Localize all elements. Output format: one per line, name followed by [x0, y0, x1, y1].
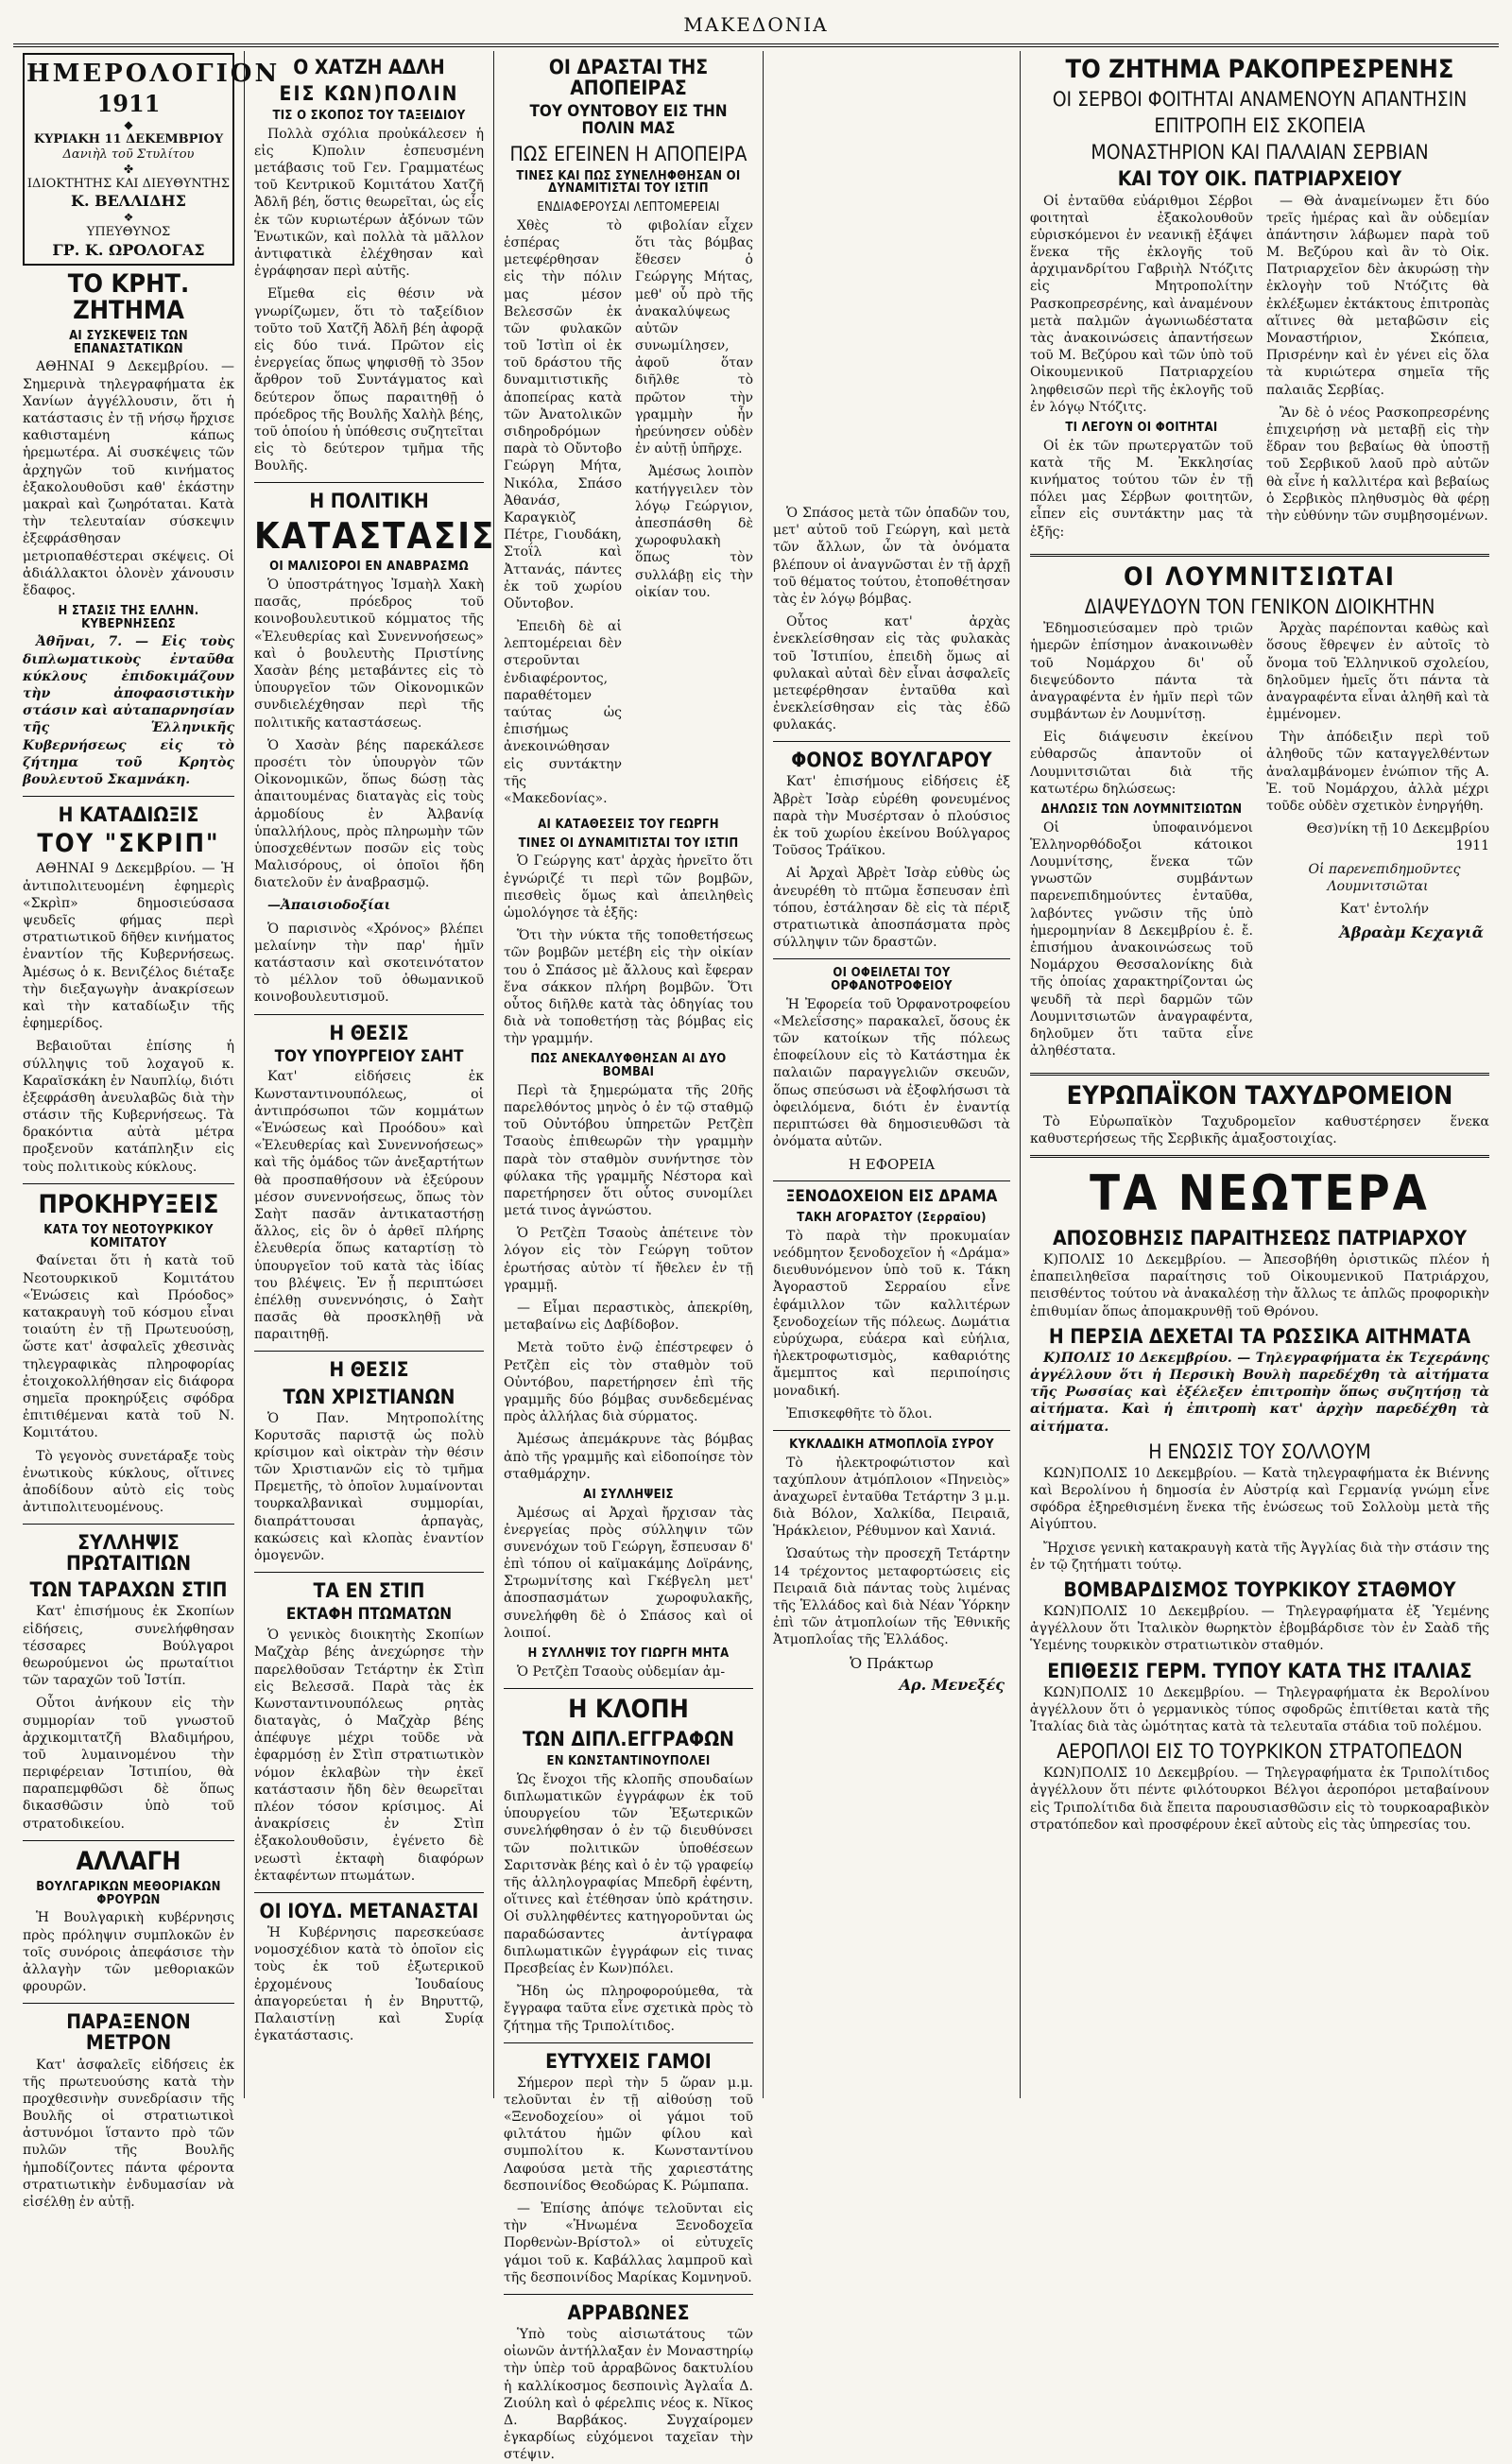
- calendar-saint: Δανιὴλ τοῦ Στυλίτου: [62, 146, 195, 162]
- headline: ΤΩΝ ΤΑΡΑΧΩΝ ΣΤΙΠ: [29, 1578, 228, 1602]
- article-paragraph: Κατ' εἰδήσεις ἐκ Κωνσταντινουπόλεως, οἱ ἀντιπρόσωποι τῶν κομμάτων «Ἑνώσεως καὶ Προόδου» καὶ «Ἐλευθερίας καὶ Συνεννοήσεως» καὶ τῆς ὁμάδος τῶν ἀνεξαρτήτων θὰ προσπαθήσουν νὰ ἐξεύρουν μέσον συνεννοήσεως, ὅπως τὸν Σαὴτ πασᾶν ἀντικαταστήσῃ ἄλλος, εἰς ὃν ὁ ἀρθεῖ πλήρης ἐλευθερία ὅπως καταρτίσῃ τὸ ὑπουργεῖον τοῦ κατὰ τὰς ἰδίας του βλέψεις. Ἐν ᾗ περιπτώσει ἐπέλθῃ συνεννόησις, ὁ Σαὴτ πασᾶς θὰ προσκληθῇ νὰ παραιτηθῇ.: [254, 1069, 484, 1343]
- newspaper-title: ΜΑΚΕΔΟΝΙΑ: [683, 13, 829, 36]
- mandate-label: Κατ' ἐντολήν: [1340, 901, 1429, 917]
- signature: Ἀβραὰμ Κεχαγιᾶ: [1339, 923, 1484, 942]
- subheadline: ΔΙΑΨΕΥΔΟΥΝ ΤΟΝ ΓΕΝΙΚΟΝ ΔΙΟΙΚΗΤΗΝ: [1084, 595, 1435, 619]
- subheadline: ΤΙΣ Ο ΣΚΟΠΟΣ ΤΟΥ ΤΑΞΕΙΔΙΟΥ: [272, 109, 466, 124]
- two-column-block: [1030, 620, 1489, 1065]
- article-paragraph: Φαίνεται ὅτι ἡ κατὰ τοῦ Νεοτουρκικοῦ Κομιτάτου «Ἑνώσεις καὶ Πρόοδος» κατακραυγὴ τοῦ κόσμου εἶναι τοιαύτη ἐν τῇ Πρωτευούσῃ, ὥστε κατ' ἀσφαλεῖς χθεσινὰς τηλεγραφικὰς πληροφορίας ἐτοιχοκολλήθησαν εἰς διάφορα σημεῖα προκηρύξεις σφόδρα ἐπιτιθέμεναι κατὰ τοῦ Ν. Κομιτάτου.: [23, 1253, 234, 1441]
- divider: [773, 958, 1010, 959]
- column-4: [764, 51, 1021, 2098]
- subcolumn-left: [1030, 620, 1253, 1065]
- article-paragraph: Ὁ Παν. Μητροπολίτης Κορυτσᾶς παριστᾷ ὡς πολὺ κρίσιμον καὶ οἰκτρὰν τὴν θέσιν τῶν Χριστιανῶν εἰς τὸ τμῆμα Πρεμετῆς, τὸ ὁποῖον λυμαίνονται τουρκαλβανικαὶ συμμορίαι, διαπράττουσαι ἁρπαγὰς, κακώσεις καὶ κλοπὰς ἐναντίον ὁμογενῶν.: [254, 1410, 484, 1564]
- ornament-icon: ◆: [124, 117, 133, 131]
- divider: [1030, 1155, 1489, 1158]
- article-paragraph: Μετὰ τοῦτο ἐνῷ ἐπέστρεφεν ὁ Ρετζὲπ εἰς τὸν σταθμὸν τοῦ Οὐντόβου, παρετήρησεν ἐπὶ τῆς γραμμῆς δύο βόμβας συνδεδεμένας πρὸς ἀλλήλας διὰ σύρματος.: [504, 1340, 753, 1425]
- article-paragraph: Ὁ παρισινὸς «Χρόνος» βλέπει μελαίνην τὴν παρ' ἡμῖν κατάστασιν καὶ σκοτεινότατον τὸ μέλλον τοῦ ὀθωμανικοῦ κοινοβουλευτισμοῦ.: [254, 921, 484, 1006]
- dateline: Θεσ)νίκη τῇ 10 Δεκεμβρίου 1911: [1306, 821, 1489, 854]
- article-paragraph: ΑΘΗΝΑΙ 9 Δεκεμβρίου. — Ἡ ἀντιπολιτευομένη ἐφημερὶς «Σκρὶπ» δημοσιεύσασα ψευδεῖς φήμας περὶ στρατιωτικοῦ δῆθεν κινήματος ἐναντίον τῆς Κυβερνήσεως. Ἀμέσως ὁ κ. Βενιζέλος διέταξε τὴν διεξαγωγὴν ἀνακρίσεων καὶ τὴν καταδίωξιν τῆς ἐφημερίδος.: [23, 861, 234, 1032]
- headline: ΠΑΡΑΞΕΝΟΝ ΜΕΤΡΟΝ: [66, 2010, 191, 2055]
- headline: ΕΥΡΩΠΑΪΚΟΝ ΤΑΧΥΔΡΟΜΕΙΟΝ: [1066, 1081, 1453, 1111]
- article-paragraph: Κατ' ἀσφαλεῖς εἰδήσεις ἐκ τῆς πρωτευούσης κατὰ τὴν προχθεσινὴν συνεδρίασιν τῆς Βουλῆς οἱ στρατιωτικοὶ ἀστυνόμοι ἵσταντο πρὸ τῶν πυλῶν τῆς Βουλῆς ἡμποδίζοντες πάντα φέροντα στρατιωτικὴν ἐνδυμασίαν νὰ εἰσέλθῃ ἐν αὐτῇ.: [23, 2057, 234, 2210]
- divider: [254, 482, 484, 483]
- article-paragraph: Κατ' ἐπισήμους ἐκ Σκοπίων εἰδήσεις, συνελήφθησαν τέσσαρες Βούλγαροι θεωρούμενοι ὡς πρωταίτιοι τῶν ταραχῶν τοῦ Ἰστίπ.: [23, 1604, 234, 1689]
- article-paragraph: —Ἀπαισιοδοξίαι: [267, 898, 391, 914]
- article-paragraph: ΚΩΝ)ΠΟΛΙΣ 10 Δεκεμβρίου. — Τηλεγραφήματα ἐκ Τριπολίτιδος ἀγγέλλουν ὅτι πέντε φιλότουρκοι Βέλγοι ἀεροπόροι μεταβαίνουν εἰς Τριπολίτιδα διὰ ἔπειτα παρουσιασθῶσιν εἰς τὸ τουρκοαραβικὸν στρατόπεδον καὶ προσφέρουν ἐκεῖ αὐτοὺς εἰς τὰς ὑπηρεσίας του.: [1030, 1766, 1489, 1833]
- subheadline: ΤΙ ΛΕΓΟΥΝ ΟΙ ΦΟΙΤΗΤΑΙ: [1065, 420, 1218, 435]
- subheadline: ΤΑΚΗ ΑΓΟΡΑΣΤΟΥ (Σερραῖου): [797, 1211, 987, 1226]
- article-paragraph: Βεβαιοῦται ἐπίσης ἡ σύλληψις τοῦ λοχαγοῦ κ. Καραϊσκάκη ἐν Ναυπλίῳ, διότι ἐξεφράσθη ἀνευλαβῶς διὰ τὴν στάσιν τῆς Κυβερνήσεως. Τὰ δρακόντια αὐτὰ μέτρα προξενοῦν κατάπληξιν εἰς τοὺς πολιτικοὺς κύκλους.: [23, 1039, 234, 1175]
- headline: Η ΠΕΡΣΙΑ ΔΕΧΕΤΑΙ ΤΑ ΡΩΣΣΙΚΑ ΑΙΤΗΜΑΤΑ: [1048, 1324, 1471, 1348]
- article-paragraph: Ὁ ὑποστράτηγος Ἰσμαὴλ Χακὴ πασᾶς, πρόεδρος τοῦ κοινοβουλευτικοῦ κόμματος τῆς «Ἐλευθερίας καὶ Συνεννοήσεως» καὶ ὁ βουλευτὴς Πριστίνης Χασὰν βέης μεταβάντες εἰς τὸ ὑπουργεῖον τῶν Οἰκονομικῶν συνδιελέχθησαν περὶ τῆς πολιτικῆς καταστάσεως.: [254, 577, 484, 731]
- article-paragraph: ΚΩΝ)ΠΟΛΙΣ 10 Δεκεμβρίου. — Τηλεγραφήματα ἐξ Ὑεμένης ἀγγέλλουν ὅτι Ἰταλικὸν θωρηκτὸν ἐβομβάρδισε τὸν ἐν Σαὰδ τῆς Ὑεμένης τουρκικὸν στρατιωτικὸν σταθμόν.: [1030, 1603, 1489, 1654]
- headline: ΟΙ ΔΡΑΣΤΑΙ ΤΗΣ ΑΠΟΠΕΙΡΑΣ: [548, 56, 709, 100]
- column-2: [245, 51, 494, 2098]
- headline: ΑΡΡΑΒΩΝΕΣ: [567, 2300, 690, 2324]
- divider: [1030, 554, 1489, 557]
- article-paragraph: Κατ' ἐπισήμους εἰδήσεις ἐξ Ἀβρὲτ Ἰσὰρ εὑρέθη φονευμένος παρὰ τὴν Μυσέρτσαν ὁ πλούσιος ἐκ τοῦ χωρίου ἐκείνου Βούλγαρος Τοῦσος Τράϊκου.: [773, 774, 1010, 859]
- article-paragraph: Οἱ ὑποφαινόμενοι Ἑλληνορθόδοξοι κάτοικοι Λουμνίτσης, ἕνεκα τῶν γνωστῶν συμβάντων παρενεπιδημούντες ἐνταῦθα, λαβόντες γνῶσιν τῆς ὑπὸ ἡμερομηνίαν 8 Δεκεμβρίου ἐ. ἔ. ἐπισήμου ἀνακοινώσεως τοῦ Νομάρχου Θεσσαλονίκης διὰ τῆς ὁποίας χαρακτηρίζονται ὡς ψευδῆ τὰ περὶ δαρμῶν τῶν Λουμνιτσιωτῶν ἀναγραφέντα, δηλοῦμεν ὅτι ταῦτα εἶνε ἀληθέστατα.: [1030, 819, 1253, 1060]
- headline: ΒΟΜΒΑΡΔΙΣΜΟΣ ΤΟΥΡΚΙΚΟΥ ΣΤΑΘΜΟΥ: [1063, 1577, 1456, 1601]
- section-title: ΤΑ ΝΕΩΤΕΡΑ: [1090, 1164, 1430, 1222]
- subheadline: ΚΑΙ ΤΟΥ ΟΙΚ. ΠΑΤΡΙΑΡΧΕΙΟΥ: [1117, 167, 1402, 191]
- article-paragraph: Ὁ Χασὰν βέης παρεκάλεσε προσέτι τὸν ὑπουργὸν τῶν Οἰκονομικῶν, ὅπως δώσῃ τὰς ἀπαιτουμένας διαταγὰς εἰς τοὺς ἁρμοδίους ἐν Ἀλβανίᾳ ὑπαλλήλους, πρὸς πληρωμὴν τῶν ὑποσχεθέντων ποσῶν εἰς τοὺς Μαλισόρους, οἱ ὁποῖοι ἤδη διατελοῦν ἐν ἀναβρασμῷ.: [254, 737, 484, 891]
- subheadline: ΠΩΣ ΑΝΕΚΑΛΥΦΘΗΣΑΝ ΑΙ ΔΥΟ ΒΟΜΒΑΙ: [530, 1052, 727, 1080]
- article-paragraph: Ἐπειδὴ δὲ αἱ λεπτομέρειαι δὲν στεροῦνται ἐνδιαφέροντος, παραθέτομεν ταύτας ὡς ἐπισήμως ἀνεκοινώθησαν εἰς συντάκτην τῆς «Μακεδονίας».: [504, 619, 622, 806]
- subheadline: ΤΙΝΕΣ ΟΙ ΔΥΝΑΜΙΤΙΣΤΑΙ ΤΟΥ ΙΣΤΙΠ: [518, 836, 739, 851]
- calendar-box: [23, 53, 281, 266]
- article-paragraph: — Θὰ ἀναμείνωμεν ἔτι δύο τρεῖς ἡμέρας καὶ ἂν οὐδεμίαν ἀπάντησιν λάβωμεν παρὰ τοῦ Μ. Βεζύρου καὶ ἂν τὸ Οἰκ. Πατριαρχεῖον δὲν ἀκυρώσῃ τὴν ἐκλογὴν τοῦ Ντόζιτς θὰ ἐκλέξωμεν ἐκτάκτους ἐπιτροπὰς αἵτινες θὰ μεταβῶσιν εἰς Μοναστήριον, Σκόπεια, Πρισρένην καὶ ἐν γένει εἰς ὅλα τὰ κυριώτερα σημεῖα τῆς παλαιᾶς Σερβίας.: [1266, 193, 1489, 398]
- headline: ΑΕΡΟΠΛΟΙ ΕΙΣ ΤΟ ΤΟΥΡΚΙΚΟΝ ΣΤΡΑΤΟΠΕΔΟΝ: [1057, 1740, 1463, 1764]
- subheadline: ΞΕΝΟΔΟΧΕΙΟΝ ΕΙΣ ΔΡΑΜΑ: [785, 1187, 998, 1207]
- divider: [254, 1014, 484, 1015]
- article-paragraph: Ὅτι τὴν νύκτα τῆς τοποθετήσεως τῶν βομβῶν μετέβη εἰς τὴν οἰκίαν του ὁ Σπάσος μὲ ἄλλους καὶ ἔφεραν ἕνα σάκκον πλήρη βομβῶν. Ὅτι οὗτος διῆλθε κατὰ τὰς ὁδηγίας του διὰ νὰ τοποθετήσῃ τὰς βόμβας εἰς τὴν γραμμήν.: [504, 928, 753, 1047]
- column-1: [13, 51, 281, 2210]
- calendar-year: 1911: [96, 89, 161, 117]
- subcolumn-right: [1266, 193, 1489, 546]
- article-paragraph: Ὡσαύτως τὴν προσεχῆ Τετάρτην 14 τρέχοντος μεταφορτώσεις εἰς Πειραιᾶ διὰ πάντας τοὺς λιμένας τῆς Ἑλλάδος καὶ διὰ Νέαν Ὑόρκην ἐπὶ τῶν ἀτμοπλοίων τῆς Ἐθνικῆς Ἀτμοπλοΐας τῆς Ἑλλάδος.: [773, 1546, 1010, 1648]
- article-paragraph: Ἤρχισε γενικὴ κατακραυγὴ κατὰ τῆς Ἀγγλίας διὰ τὴν στάσιν της ἐν τῷ ζητήματι τούτῳ.: [1030, 1540, 1489, 1573]
- headline: ΕΚΤΑΦΗ ΠΤΩΜΑΤΩΝ: [285, 1605, 453, 1625]
- article-paragraph: Εἰς διάψευσιν ἐκείνου εὐθαρσῶς ἀπαντοῦν οἱ Λουμνιτσιῶται διὰ τῆς κατωτέρω δηλώσεως:: [1030, 730, 1253, 797]
- article-paragraph: Ὡς ἔνοχοι τῆς κλοπῆς σπουδαίων διπλωματικῶν ἐγγράφων ἐκ τοῦ ὑπουργείου τῶν Ἐξωτερικῶν συνελήφθησαν ὁ ἐν τῷ διευθύνσει τῶν πολιτικῶν ὑποθέσεων Σαριτσνὰκ βέης καὶ ὁ ἐν τῷ γραφείῳ τῆς ἀλληλογραφίας Μπεδρῆ ἐφέντη, οἵτινες καὶ ἐτέθησαν ὑπὸ κράτησιν. Οἱ συλληφθέντες κατηγοροῦνται ὡς παραδώσαντες ἀντίγραφα διπλωματικῶν ἐγγράφων εἰς τινας Πρεσβείας ἐν Κων)πόλει.: [504, 1771, 753, 1976]
- article-paragraph: Ἀμέσως λοιπὸν κατήγγειλεν τὸν λόγῳ Γεώργιον, ἀπεσπάσθη δὲ χωροφυλακὴ ὅπως τὸν συλλάβῃ εἰς τὴν οἰκίαν του.: [635, 464, 753, 600]
- subheadline: ΑΙ ΚΑΤΑΘΕΣΕΙΣ ΤΟΥ ΓΕΩΡΓΗ: [538, 818, 719, 833]
- columns: [13, 51, 1499, 2463]
- subcolumn-right: [1266, 620, 1489, 1065]
- subcolumn-left: [504, 217, 622, 813]
- divider: [773, 1180, 1010, 1181]
- headline: ΠΡΟΚΗΡΥΞΕΙΣ: [38, 1189, 219, 1219]
- subheadline: Η ΣΥΛΛΗΨΙΣ ΤΟΥ ΓΙΩΡΓΗ ΜΗΤΑ: [527, 1646, 730, 1662]
- subheadline: ΟΙ ΜΑΛΙΣΟΡΟΙ ΕΝ ΑΝΑΒΡΑΣΜΩ: [269, 560, 469, 575]
- headline: ΕΥΤΥΧΕΙΣ ΓΑΜΟΙ: [545, 2049, 712, 2073]
- article-paragraph: Τὸ γεγονὸς συνετάραξε τοὺς ἐνωτικοὺς κύκλους, οἵτινες ἀποδίδουν αὐτὸ εἰς τοὺς ἀντιπολιτευομένους.: [23, 1448, 234, 1516]
- article-paragraph: φιβολίαν εἶχεν ὅτι τὰς βόμβας ἔθεσεν ὁ Γεώργης Μήτας, μεθ' οὗ πρὸ τῆς ἀνακαλύψεως αὐτῶν συνωμίλησεν, ἀφοῦ ὅταν διῆλθε τὸ πρῶτον τὴν γραμμὴν ἦν ἠρεύνησεν οὐδὲν ἐν αὐτῇ ὑπῆρχε.: [635, 217, 753, 457]
- subheadline: ΕΠΙΤΡΟΠΗ ΕΙΣ ΣΚΟΠΕΙΑ: [1154, 114, 1366, 138]
- article-paragraph: Οἱ ἐκ τῶν πρωτεργατῶν τοῦ κατὰ τῆς Μ. Ἐκκλησίας κινήματος τούτου τῶν ἐν τῇ πόλει μας Σέρβων φοιτητῶν, εἶπεν εἰς συντάκτην μας τὰ ἑξῆς:: [1030, 438, 1253, 540]
- article-paragraph: Χθὲς τὸ ἑσπέρας μετεφέρθησαν εἰς τὴν πόλιν μας μέσον Βελεσσῶν ἐκ τῶν φυλακῶν τοῦ Ἰστὶπ οἱ ἐκ τοῦ δράστου τῆς δυναμιτιστικῆς ἀποπείρας κατὰ τῶν Ἀνατολικῶν σιδηροδρόμων παρὰ τὸ Οὔντοβο Γεώργη Μήτα, Νικόλα, Σπάσο Ἀθανάσ, Καραγκιὸζ Πέτρε, Γιουδάκη, Στοΐλ καὶ Ἀττανάς, πάντες ἐκ τοῦ χωρίου Οὔντοβον.: [504, 217, 622, 612]
- headline: ΤΟΥ "ΣΚΡΙΠ": [37, 829, 220, 859]
- headline: Ο ΧΑΤΖΗ ΑΔΛΗ: [293, 56, 445, 78]
- headline: ΕΠΙΘΕΣΙΣ ΓΕΡΜ. ΤΥΠΟΥ ΚΑΤΑ ΤΗΣ ΙΤΑΛΙΑΣ: [1047, 1659, 1472, 1682]
- headline: ΤΟΥ ΟΥΝΤΟΒΟΥ ΕΙΣ ΤΗΝ ΠΟΛΙΝ ΜΑΣ: [529, 102, 728, 138]
- headline: ΠΩΣ ΕΓΕΙΝΕΝ Η ΑΠΟΠΕΙΡΑ: [509, 142, 747, 165]
- divider: [773, 1430, 1010, 1431]
- calendar-title: ΗΜΕΡΟΛΟΓΙΟΝ: [26, 60, 281, 88]
- article-paragraph: Ἡ Κυβέρνησις παρεσκεύασε νομοσχέδιον κατὰ τὸ ὁποῖον εἰς τοὺς ἐκ τοῦ ἐξωτερικοῦ ἐρχομένους Ἰουδαίους ἀπαγορεύεται ἡ ἐν Βηρυττῷ, Παλαιστίνῃ καὶ Συρίᾳ ἐγκατάστασις.: [254, 1924, 484, 2044]
- divider: [23, 2003, 234, 2004]
- two-column-block: [504, 217, 753, 813]
- column-3: [494, 51, 764, 2463]
- article-paragraph: Εἴμεθα εἰς θέσιν νὰ γνωρίζωμεν, ὅτι τὸ ταξείδιον τοῦτο τοῦ Χατζῆ Ἀδλῆ βέη ἀφορᾷ εἰς δύο τινά. Πρῶτον εἰς ἐνεργείας ὅπως ψηφισθῇ τὸ 35ον ἄρθρον τοῦ Συντάγματος καὶ δεύτερον ὅπως παραιτηθῇ ὁ πρόεδρος τῆς Βουλῆς Χαλὴλ βέης, τοῦ ὁποίου ἡ ὑπόθεσις συζητεῖται εἰς τὸ δεύτερον τμῆμα τῆς Βουλῆς.: [254, 286, 484, 474]
- divider: [1030, 1073, 1489, 1076]
- subheadline: ΑΙ ΣΥΣΚΕΨΕΙΣ ΤΩΝ ΕΠΑΝΑΣΤΑΤΙΚΩΝ: [69, 329, 188, 356]
- headline: ΦΟΝΟΣ ΒΟΥΛΓΑΡΟΥ: [791, 749, 992, 772]
- article-paragraph: Ἡ Βουλγαρικὴ κυβέρνησις πρὸς πρόληψιν συμπλοκῶν ἐν τοῖς συνόροις ἀπεφάσισε τὴν ἀλλαγὴν τῶν μεθοριακῶν φρουρῶν.: [23, 1910, 234, 1995]
- headline: ΤΟ ΖΗΤΗΜΑ ΡΑΚΟΠΡΕΣΡΕΝΗΣ: [1065, 55, 1454, 84]
- subheadline: ΜΟΝΑΣΤΗΡΙΟΝ ΚΑΙ ΠΑΛΑΙΑΝ ΣΕΡΒΙΑΝ: [1091, 141, 1429, 164]
- continuation-spacer: [773, 51, 1010, 505]
- two-column-block: [1030, 193, 1489, 546]
- article-paragraph: Ἡ Ἐφορεία τοῦ Ὀρφανοτροφείου «Μελεΐσσης» παρακαλεῖ, ὅσους ἐκ τῶν κατοίκων τῆς πόλεως ἐποφείλουν εἰς τὸ Κατάστημα ἐκ παλαιῶν παραγγελιῶν σκευῶν, ὅπως σπεύσωσι νὰ ἐξοφλήσωσι τὰ ὀφειλόμενα, διότι ἐν ἐναντίᾳ περιπτώσει θὰ δημοσιευθῶσι τὰ ὀνόματα αὐτῶν.: [773, 996, 1010, 1150]
- calendar-date: ΚΥΡΙΑΚΗ 11 ΔΕΚΕΜΒΡΙΟΥ: [33, 131, 224, 146]
- article-paragraph: Κ)ΠΟΛΙΣ 10 Δεκεμβρίου. — Ἀπεσοβήθη ὁριστικῶς πλέον ἡ ἐπαπειληθεῖσα παραίτησις τοῦ Οἰκουμενικοῦ Πατριάρχου, πεισθέντος τούτου νὰ ἀνακαλέσῃ τὴν ἄλλως τε ἁπλῶς προφορικὴν ἐπιθυμίαν ὅπως ἀπομακρυνθῇ τοῦ Θρόνου.: [1030, 1252, 1489, 1319]
- headline: Η ΚΛΟΠΗ: [568, 1694, 689, 1724]
- headline: ΤΟΥ ΥΠΟΥΡΓΕΙΟΥ ΣΑΗΤ: [274, 1046, 464, 1066]
- article-paragraph: Ἐδημοσιεύσαμεν πρὸ τριῶν ἡμερῶν ἐπίσημον ἀνακοινωθὲν τοῦ Νομάρχου δι' οὗ διεψεύδοντο πάντα τὰ ἀναγραφέντα ἐν ἡμῖν περὶ τῶν συμβάντων ἐν Λουμνίτσῃ.: [1030, 621, 1253, 723]
- headline: ΤΟ ΚΡΗΤ. ΖΗΤΗΜΑ: [67, 268, 190, 325]
- article-paragraph: — Εἶμαι περαστικὸς, ἀπεκρίθη, μεταβαίνω εἰς Δαβίδοβον.: [504, 1301, 753, 1334]
- subheadline: ΔΗΛΩΣΙΣ ΤΩΝ ΛΟΥΜΝΙΤΣΙΩΤΩΝ: [1040, 802, 1243, 817]
- article-paragraph: Περὶ τὰ ξημερώματα τῆς 20ῆς παρελθόντος μηνὸς ὁ ἐν τῷ σταθμῷ τοῦ Οὐντόβου ὑπηρετῶν Ρετζὲπ Τσαοὺς ἐπιθεωρῶν τὴν γραμμὴν παρὰ τὸν σταθμὸν συνήντησε τὸν φύλακα τῆς γραμμῆς Νέστορα καὶ παρετήρησεν ὅτι οὗτος συνομίλει μετά τινος ἀγνώστου.: [504, 1082, 753, 1219]
- headline: ΤΑ ΕΝ ΣΤΙΠ: [313, 1579, 425, 1603]
- article-paragraph: Οὗτος κατ' ἀρχὰς ἐνεκλείσθησαν εἰς τὰς φυλακὰς τοῦ Ἰστιπίου, ἐπειδὴ ὅμως αἱ φυλακαὶ αὐταὶ δὲν εἶναι ἀσφαλεῖς μετεφέρθησαν ἐνταῦθα καὶ ἐνεκλείσθησαν εἰς τὰς ἐδῶ φυλακάς.: [773, 614, 1010, 733]
- owner-name: Κ. ΒΕΛΛΙΔΗΣ: [71, 192, 186, 211]
- owner-label: ΙΔΙΟΚΤΗΤΗΣ ΚΑΙ ΔΙΕΥΘΥΝΤΗΣ: [26, 177, 231, 191]
- divider: [504, 2294, 753, 2295]
- subheadline: ΑΙ ΣΥΛΛΗΨΕΙΣ: [583, 1487, 674, 1502]
- signature: Η ΕΦΟΡΕΙΑ: [848, 1156, 936, 1174]
- subheadline: ΕΝΔΙΑΦΕΡΟΥΣΑΙ ΛΕΠΤΟΜΕΡΕΙΑΙ: [537, 200, 720, 215]
- divider: [23, 796, 234, 797]
- article-paragraph: Ἀθῆναι, 7. — Εἰς τοὺς διπλωματικοὺς ἐνταῦθα κύκλους ἐπιδοκιμάζουν τὴν ἀποφασιστικὴν στάσιν καὶ αὐταπαρνησίαν τῆς Ἑλληνικῆς Κυβερνήσεως εἰς τὸ ζήτημα τοῦ Κρητὸς βουλευτοῦ Σκαμνάκη.: [23, 634, 234, 787]
- article-paragraph: Ὁ Ρετζὲπ Τσαοὺς ἀπέτεινε τὸν λόγον εἰς τὸν Γεώργη τοῦτον ἐρωτήσας αὐτὸν τί ἤθελεν ἐν τῇ γραμμῇ.: [504, 1226, 753, 1293]
- headline: ΚΑΤΑΣΤΑΣΙΣ: [254, 514, 496, 557]
- divider: [23, 1840, 234, 1841]
- article-paragraph: ΚΩΝ)ΠΟΛΙΣ 10 Δεκεμβρίου. — Κατὰ τηλεγραφήματα ἐκ Βιέννης καὶ Βερολίνου ἡ δημοσία ἐν Αὐστρίᾳ καὶ Γερμανίᾳ γνώμη εἶνε σφόδρα ἐξηρεθισμένη ἕνεκα τῆς ἑνώσεως τοῦ Σολλοὺμ μετὰ τῆς Αἰγύπτου.: [1030, 1465, 1489, 1533]
- divider: [23, 1524, 234, 1525]
- article-paragraph: Οὗτοι ἀνήκουν εἰς τὴν συμμορίαν τοῦ γνωστοῦ ἀρχικομιτατζῆ Βλαδιμήρου, τοῦ λυμαινομένου τὴν περιφέρειαν Ἰστιπίου, θὰ παραπεμφθῶσι δὲ ὅπως δικασθῶσιν ὑπὸ τοῦ στρατοδικείου.: [23, 1696, 234, 1832]
- article-paragraph: Ἐπισκεφθῆτε τὸ ὅλοι.: [786, 1405, 933, 1422]
- subheadline: ΒΟΥΛΓΑΡΙΚΩΝ ΜΕΘΟΡΙΑΚΩΝ ΦΡΟΥΡΩΝ: [36, 1880, 221, 1907]
- divider: [254, 1892, 484, 1893]
- headline: ΑΠΟΣΟΒΗΣΙΣ ΠΑΡΑΙΤΗΣΕΩΣ ΠΑΤΡΙΑΡΧΟΥ: [1052, 1226, 1468, 1249]
- article-paragraph: ΑΘΗΝΑΙ 9 Δεκεμβρίου. — Σημερινὰ τηλεγραφήματα ἐκ Χανίων ἀγγέλλουσιν, ὅτι ἡ κατάστασις ἐν τῇ νήσῳ ἤρχισε καθισταμένη κάπως ἡρεμωτέρα. Αἱ συσκέψεις τῶν ἀρχηγῶν τοῦ κινήματος ἐξακολουθοῦσι καθ' ἑκάστην μακραὶ καὶ ζωηρόταται. Κατὰ τὴν τελευταίαν σύσκεψιν ἐξεφράσθησαν μετριοπαθέστεραι σκέψεις. Οἱ ἀδιάλλακτοι ὀλονὲν χάνουσιν ἔδαφος.: [23, 359, 234, 598]
- divider: [254, 1572, 484, 1573]
- article-paragraph: Ἂν δὲ ὁ νέος Ρασκοπρεσρένης ἐπιχειρήσῃ νὰ μεταβῇ εἰς τὴν ἕδραν του βεβαίως θὰ ὑποστῇ τοῦ Σερβικοῦ λαοῦ πρὸ αὐτῶν θὰ εἶνε ἡ καλλιτέρα καὶ βεβαίως ὁ Σερβικὸς πληθυσμὸς θὰ φέρῃ τὴν εὐθύνην τῶν συμβησομένων.: [1266, 405, 1489, 524]
- article-paragraph: Αἱ Ἀρχαὶ Ἀβρὲτ Ἰσὰρ εὐθὺς ὡς ἀνευρέθη τὸ πτῶμα ἔσπευσαν ἐπὶ τόπου, ἐστάλησαν δὲ εἰς τὰ πέριξ στρατιωτικὰ ἀποσπάσματα πρὸς σύλληψιν τῶν δραστῶν.: [773, 866, 1010, 951]
- article-paragraph: Ὁ Ρετζὲπ Τσαοὺς οὐδεμίαν ἀμ-: [517, 1663, 726, 1680]
- signature: Αρ. Μενεξές: [899, 1675, 1005, 1694]
- subheadline: ΕΝ ΚΩΝΣΤΑΝΤΙΝΟΥΠΟΛΕΙ: [546, 1754, 711, 1769]
- subheadline: ΟΙ ΟΦΕΙΛΕΤΑΙ ΤΟΥ ΟΡΦΑΝΟΤΡΟΦΕΙΟΥ: [831, 966, 953, 993]
- article-paragraph: Τὴν ἀπόδειξιν περὶ τοῦ ἀληθοῦς τῶν καταγγελθέντων ἀναλαμβάνομεν ἐνώπιον τῆς Α. Ἐ. τοῦ Νομάρχου, ἀλλὰ μέχρι τοῦδε οὐδὲν σχετικὸν ἐνηργήθη.: [1266, 730, 1489, 814]
- editor-name: ΓΡ. Κ. ΩΡΟΛΟΓΑΣ: [52, 240, 205, 259]
- headline: ΟΙ ΛΟΥΜΝΙΤΣΙΩΤΑΙ: [1124, 561, 1396, 592]
- ornament-icon: ✤: [123, 163, 134, 176]
- signature-title: Ὁ Πράκτωρ: [850, 1654, 934, 1672]
- article-paragraph: Ὁ Γεώργης κατ' ἀρχὰς ἠρνεῖτο ὅτι ἐγνώριζέ τι περὶ τῶν βομβῶν, πιεσθεὶς ὅμως καὶ ἀπειληθεὶς ὡμολόγησε τὰ ἑξῆς:: [504, 853, 753, 921]
- divider: [254, 1351, 484, 1352]
- headline: ΣΥΛΛΗΨΙΣ ΠΡΩΤΑΙΤΙΩΝ: [65, 1531, 192, 1576]
- subheadline: ΟΙ ΣΕΡΒΟΙ ΦΟΙΤΗΤΑΙ ΑΝΑΜΕΝΟΥΝ ΑΠΑΝΤΗΣΙΝ: [1052, 88, 1468, 112]
- article-paragraph: Ὁ γενικὸς διοικητὴς Σκοπίων Μαζχὰρ βέης ἀνεχώρησε τὴν παρελθοῦσαν Τετάρτην ἐκ Στὶπ εἰς Βελεσσᾶ. Παρὰ τὰς ἐκ Κωνσταντινουπόλεως ρητὰς διαταγὰς, ὁ Μαζχὰρ βέης ἀπέφυγε μέχρι τοῦδε νὰ ἐφαρμόσῃ ἐν Στὶπ στρατιωτικὸν νόμον ἐκλαβὼν τὴν ἐκεῖ κατάστασιν ἤδη δὲν θεωρεῖται πλέον τόσον κρίσιμος. Αἱ ἀνακρίσεις ἐν Στὶπ ἐξακολουθοῦσιν, ἐγένετο δὲ νεωστὶ ἐκταφὴ διαφόρων ἐκταφέντων πτωμάτων.: [254, 1628, 484, 1884]
- article-paragraph: Ἀρχὰς παρέπονται καθὼς καὶ ὅσους ἔθρεψεν ἐν αὐτοῖς τὸ ὄνομα τοῦ Ἑλληνικοῦ σχολείου, δηλοῦμεν ἡμεῖς ὅτι πάντα τὰ ἀναγραφέντα εἶναι ἀληθῆ καὶ τὰ ἐμμένομεν.: [1266, 621, 1489, 723]
- article-paragraph: Τὸ παρὰ τὴν προκυμαίαν νεόδμητον ξενοδοχεῖον ἡ «Δράμα» διευθυνόμενον ὑπὸ τοῦ κ. Τάκη Ἀγοραστοῦ Σερραίου εἶνε ἐφάμιλλον τῶν καλλιτέρων ξενοδοχείων τῆς πόλεως. Δωμάτια εὐρύχωρα, εὐάερα καὶ εὐήλια, ἠλεκτροφωτισμὸς, καθαριότης ἄμεμπτος καὶ περιποίησις μοναδική.: [773, 1228, 1010, 1399]
- article-paragraph: Ἀμέσως αἱ Ἀρχαὶ ἤρχισαν τὰς ἐνεργείας πρὸς σύλληψιν τῶν συνενόχων τοῦ Γεώργη, ἔσπευσαν δ' ἐπὶ τόπου οἱ καϊμακάμης Δοϊράνης, Στρωμνίτσης καὶ Γκέβγελη μετ' ἀποσπασμάτων χωροφυλακῆς, συνελήφθη δὲ ὁ Σπάσος καὶ οἱ λοιποί.: [504, 1505, 753, 1641]
- subheadline: ΚΑΤΑ ΤΟΥ ΝΕΟΤΟΥΡΚΙΚΟΥ ΚΟΜΙΤΑΤΟΥ: [43, 1223, 214, 1250]
- headline: Η ΘΕΣΙΣ: [329, 1358, 409, 1382]
- headline: ΕΙΣ ΚΩΝ)ΠΟΛΙΝ: [279, 82, 459, 106]
- masthead: [13, 0, 1499, 47]
- article-paragraph: ΚΩΝ)ΠΟΛΙΣ 10 Δεκεμβρίου. — Τηλεγραφήματα ἐκ Βερολίνου ἀγγέλλουν ὅτι ὁ γερμανικὸς τύπος σφοδρῶς ἐπιτίθεται κατὰ τῆς Ἰταλίας διὰ τὰς ὠμότητας κατὰ τὰ τελευταῖα στάδια τοῦ πολέμου.: [1030, 1684, 1489, 1734]
- divider: [504, 2042, 753, 2043]
- headline: Η ΚΑΤΑΔΙΩΞΙΣ: [58, 803, 199, 827]
- article-paragraph: Ἤδη ὡς πληροφορούμεθα, τὰ ἔγγραφα ταῦτα εἶνε σχετικὰ πρὸς τὸ ζήτημα τῆς Τριπολίτιδος.: [504, 1984, 753, 2034]
- headline: Η ΘΕΣΙΣ: [329, 1021, 409, 1044]
- article-paragraph: Σήμερον περὶ τὴν 5 ὥραν μ.μ. τελοῦνται ἐν τῇ αἰθούσῃ τοῦ «Ξενοδοχείου» οἱ γάμοι τοῦ φιλτάτου ἡμῶν φίλου καὶ συμπολίτου κ. Κωνσταντίνου Λαφούσα μετὰ τῆς χαριεστάτης δεσποινίδος Θεοδώρας Κ. Ρώμπαπα.: [504, 2075, 753, 2194]
- editor-label: ΥΠΕΥΘΥΝΟΣ: [86, 225, 171, 240]
- article-paragraph: Τὸ ἠλεκτροφώτιστον καὶ ταχύπλουν ἀτμόπλοιον «Πηνειὸς» ἀναχωρεῖ ἐνταῦθα Τετάρτην 3 μ.μ. διὰ Βόλον, Χαλκίδα, Πειραιᾶ, Ἡράκλειον, Ρέθυμνον καὶ Χανιά.: [773, 1455, 1010, 1540]
- article-paragraph: Ἀμέσως ἀπεμάκρυνε τὰς βόμβας ἀπὸ τῆς γραμμῆς καὶ εἰδοποίησε τὸν σταθμάρχην.: [504, 1432, 753, 1482]
- headline: ΤΩΝ ΔΙΠΛ.ΕΓΓΡΑΦΩΝ: [523, 1728, 734, 1751]
- subheadline: ΤΙΝΕΣ ΚΑΙ ΠΩΣ ΣΥΝΕΛΗΦΘΗΣΑΝ ΟΙ ΔΥΝΑΜΙΤΙΣΤΑΙ ΤΟΥ ΙΣΤΙΠ: [516, 168, 741, 197]
- divider: [504, 1688, 753, 1689]
- headline: Η ΕΝΩΣΙΣ ΤΟΥ ΣΟΛΛΟΥΜ: [1148, 1439, 1371, 1463]
- article-paragraph: Ὑπὸ τοὺς αἰσιωτάτους τῶν οἰωνῶν ἀντήλλαξαν ἐν Μοναστηρίῳ τὴν ὑπὲρ τοῦ ἀρραβῶνος δακτυλίου ἡ καλλίκοσμος δεσποινὶς Ἀγλαΐα Δ. Ζιούλη καὶ ὁ φέρελπις νέος κ. Νῖκος Δ. Βαρβάκος. Συγχαίρομεν ἐγκαρδίως εὐχόμενοι ταχεῖαν τὴν στέψιν.: [504, 2327, 753, 2463]
- headline: Η ΠΟΛΙΤΙΚΗ: [309, 490, 429, 513]
- headline: ΤΩΝ ΧΡΙΣΤΙΑΝΩΝ: [283, 1385, 455, 1408]
- subcolumn-right: [635, 217, 753, 813]
- signature-caption: Οἱ παρενεπιδημοῦντες Λουμνιτσιῶται: [1308, 861, 1461, 894]
- subcolumn-left: [1030, 193, 1253, 546]
- article-paragraph: Ὁ Σπάσος μετὰ τῶν ὁπαδῶν του, μετ' αὐτοῦ τοῦ Γεώργη, καὶ μετὰ τῶν ἄλλων, ὧν τὰ ὀνόματα βλέπουν οἱ ἀναγνῶσται ἐν τῇ ἀρχῇ τοῦ θέματος τούτου, ἐτοποθέτησαν τὰς ἐν λόγῳ βόμβας.: [773, 506, 1010, 607]
- article-paragraph: — Ἐπίσης ἀπόψε τελοῦνται εἰς τὴν «Ἡνωμένα Ξενοδοχεῖα Πορθενὼν-Βρίστολ» οἱ εὐτυχεῖς γάμοι τοῦ κ. Καβάλλας λαμπροῦ καὶ τῆς δεσποινίδος Μαρίκας Κομνηνοῦ.: [504, 2201, 753, 2285]
- article-paragraph: Πολλὰ σχόλια προὐκάλεσεν ἡ εἰς Κ)πολιν ἐσπευσμένη μετάβασις τοῦ Γεν. Γραμματέως τοῦ Κεντρικοῦ Κομιτάτου Χατζῆ Ἀδλῆ βέη, ὅστις θεωρεῖται, ὡς εἷς ἐκ τῶν κυριωτέρων ἀξόνων τῶν Ἑνωτικῶν, καὶ πολλὰ τὰ μᾶλλον ἀντιφατικὰ ἐλέχθησαν καὶ ἐγράφησαν περὶ αὐτῆς.: [254, 126, 484, 280]
- column-5: [1021, 51, 1499, 2098]
- headline: ΟΙ ΙΟΥΔ. ΜΕΤΑΝΑΣΤΑΙ: [259, 1899, 479, 1922]
- headline: ΑΛΛΑΓΗ: [76, 1846, 181, 1876]
- article-paragraph: Κ)ΠΟΛΙΣ 10 Δεκεμβρίου. — Τηλεγραφήματα ἐκ Τεχεράνης ἀγγέλλουν ὅτι ἡ Περσικὴ Βουλὴ παρεδέχθη τὰ αἰτήματα τῆς Ρωσσίας καὶ ἐξέλεξεν ἐπιτροπὴν ὅπως συζητήσῃ τὰ αἰτήματα. Καὶ ἡ ἐπιτροπὴ κατ' ἀρχὴν παρεδέχθη τὰ αἰτήματα.: [1030, 1350, 1489, 1435]
- ornament-icon: ❖: [123, 211, 134, 225]
- article-paragraph: Τὸ Εὐρωπαϊκὸν Ταχυδρομεῖον καθυστέρησεν ἕνεκα καθυστερήσεως τῆς Σερβικῆς ἁμαξοστοιχίας.: [1030, 1113, 1489, 1146]
- article-paragraph: Οἱ ἐνταῦθα εὐάριθμοι Σέρβοι φοιτηταὶ ἐξακολουθοῦν εὑρισκόμενοι ἐν νεανικῇ ἐξάψει ἕνεκα τῆς ἐκλογῆς τοῦ ἀρχιμανδρίτου Γαβριὴλ Ντόζιτς εἰς Μητροπολίτην Ρασκοπρεσρένης, καὶ ἀναμένουν μετὰ παλμῶν ἀγωνιωδέστατα τὰς ἀνακοινώσεις ἀπαντήσεων τοῦ Μ. Βεζύρου καὶ τῶν ὑπὸ τοῦ Οἰκουμενικοῦ Πατριαρχείου ληφθεισῶν περὶ τῆς ἐκλογῆς τοῦ ἐν λόγῳ Ντόζιτς.: [1030, 193, 1253, 415]
- divider: [773, 741, 1010, 742]
- divider: [23, 1183, 234, 1184]
- subheadline: ΚΥΚΛΑΔΙΚΗ ΑΤΜΟΠΛΟΪΑ ΣΥΡΟΥ: [789, 1437, 994, 1452]
- subheadline: Η ΣΤΑΣΙΣ ΤΗΣ ΕΛΛΗΝ. ΚΥΒΕΡΝΗΣΕΩΣ: [58, 604, 199, 631]
